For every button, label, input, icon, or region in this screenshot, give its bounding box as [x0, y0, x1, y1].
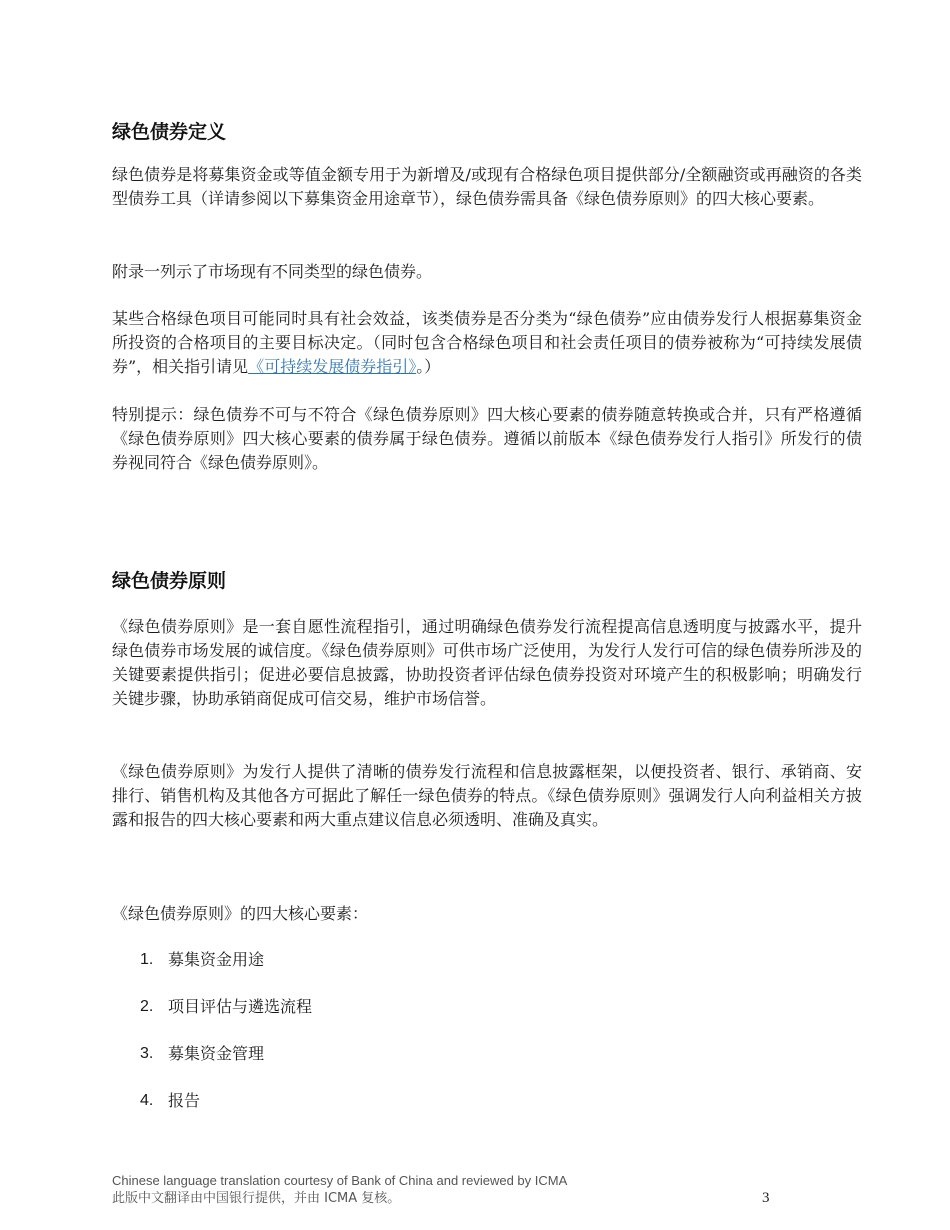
list-item-text: 报告	[168, 1091, 201, 1110]
list-item	[140, 995, 312, 1042]
paragraph-principles-framework: 《绿色债券原则》为发行人提供了清晰的债券发行流程和信息披露框架，以便投资者、银行、承销商、安排行、销售机构及其他各方可据此了解任一绿色债券的特点。《绿色债券原则》强调发行人向利益相关方披露和报告的四大核心要素和两大重点建议信息必须透明、准确及真实。	[112, 762, 862, 829]
list-item-text: 募集资金用途	[168, 950, 265, 969]
list-intro: 《绿色债券原则》的四大核心要素：	[112, 904, 369, 923]
page-footer	[112, 1172, 567, 1208]
footer-translation-credit: Chinese language translation courtesy of Bank of China and reviewed by ICMA	[112, 1173, 568, 1188]
list-item-text: 项目评估与遴选流程	[168, 997, 313, 1016]
paragraph-appendix: 附录一列示了市场现有不同类型的绿色债券。	[112, 262, 433, 281]
page-number: 3	[762, 1190, 770, 1206]
paragraph-social-benefit	[112, 307, 862, 379]
paragraph-definition: 绿色债券是将募集资金或等值金额专用于为新增及/或现有合格绿色项目提供部分/全额融资或再融资的各类型债券工具（详请参阅以下募集资金用途章节），绿色债券需具备《绿色债券原则》的四大核心要素。	[112, 165, 862, 208]
list-item-number: 4.	[140, 1092, 154, 1109]
section-heading-definition: 绿色债券定义	[112, 121, 227, 143]
list-item	[140, 1089, 312, 1136]
list-item	[140, 948, 312, 995]
list-item	[140, 1042, 312, 1089]
list-item-number: 2.	[140, 998, 154, 1015]
paragraph-principles-intro: 《绿色债券原则》是一套自愿性流程指引，通过明确绿色债券发行流程提高信息透明度与披露水平，提升绿色债券市场发展的诚信度。《绿色债券原则》可供市场广泛使用，为发行人发行可信的绿色债券所涉及的关键要素提供指引；促进必要信息披露，协助投资者评估绿色债券投资对环境产生的积极影响；明确发行关键步骤，协助承销商促成可信交易，维护市场信誉。	[112, 617, 862, 708]
footer-translation-credit-chinese: 此版中文翻译由中国银行提供，并由 ICMA 复核。	[112, 1191, 401, 1206]
paragraph-text-end: 。）	[416, 357, 441, 376]
core-components-list	[140, 948, 312, 1136]
list-item-text: 募集资金管理	[168, 1044, 265, 1063]
section-heading-principles: 绿色债券原则	[112, 570, 227, 592]
sustainability-bond-guidelines-link[interactable]: 《可持续发展债券指引》	[248, 357, 417, 376]
paragraph-text: 某些合格绿色项目可能同时具有社会效益，该类债券是否分类为“绿色债券”应由债券发行人根据募集资金所投资的合格项目的主要目标决定。（同时包含合格绿色项目和社会责任项目的债券被称为“可持续发展债券”，相关指引请见	[112, 309, 862, 376]
list-item-number: 3.	[140, 1045, 154, 1062]
paragraph-special-note: 特别提示：绿色债券不可与不符合《绿色债券原则》四大核心要素的债券随意转换或合并，只有严格遵循《绿色债券原则》四大核心要素的债券属于绿色债券。遵循以前版本《绿色债券发行人指引》所发行的债券视同符合《绿色债券原则》。	[112, 405, 862, 472]
list-item-number: 1.	[140, 951, 154, 968]
